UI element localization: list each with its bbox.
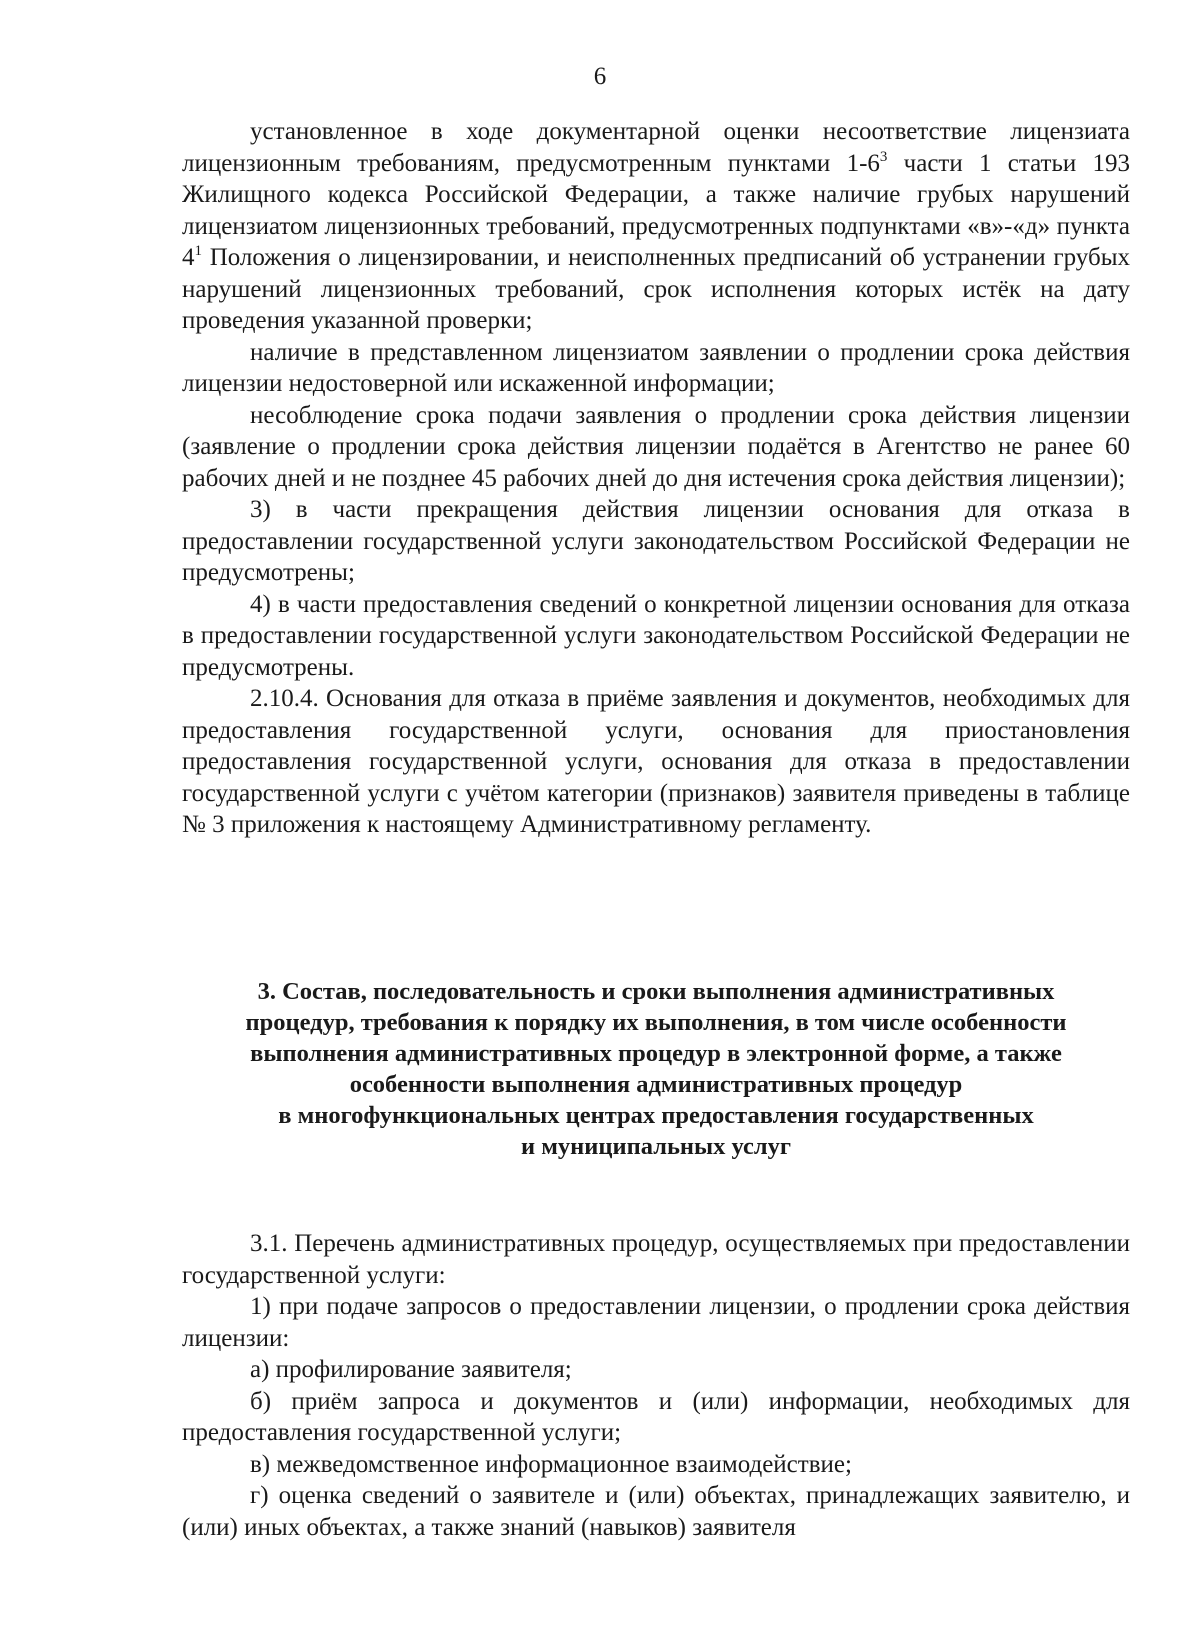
text-run: 4) в части предоставления сведений о конкретной лицензии основания для отказа в предоставлении государственной услуги законодательством Российской Федерации не предусмотрены. [182, 590, 1130, 681]
heading-line: особенности выполнения административных процедур [349, 1071, 963, 1098]
page-number: 6 [593, 63, 607, 90]
heading-line: выполнения административных процедур в электронной форме, а также [250, 1040, 1062, 1067]
superscript: 3 [879, 148, 888, 165]
text-run: установленное в ходе документарной оценки несоответствие лицензиата лицензионным требованиям, предусмотренным пунктами 1-6 [182, 118, 1130, 177]
paragraph [182, 116, 1130, 337]
text-run: г) оценка сведений о заявителе и (или) объектах, принадлежащих заявителю, и (или) иных объектах, а также знаний (навыков) заявителя [182, 1482, 1130, 1541]
text-run: 1) при подаче запросов о предоставлении лицензии, о продлении срока действия лицензии: [182, 1293, 1130, 1352]
paragraph [182, 494, 1130, 589]
heading-line: в многофункциональных центрах предоставления государственных [278, 1102, 1034, 1129]
section-heading [182, 976, 1130, 1162]
text-run: несоблюдение срока подачи заявления о продлении срока действия лицензии (заявление о продлении срока действия лицензии подаётся в Агентство не ранее 60 рабочих дней и не позднее 45 рабочих дней до дня истечения срока действия лицензии); [182, 401, 1130, 492]
text-run: в) межведомственное информационное взаимодействие; [250, 1450, 852, 1478]
paragraph [182, 1291, 1130, 1354]
paragraph [182, 589, 1130, 684]
paragraph [182, 1449, 1130, 1481]
paragraph [182, 337, 1130, 400]
body-text-block-2 [182, 1228, 1130, 1543]
text-run: 3.1. Перечень административных процедур, осуществляемых при предоставлении государственной услуги: [182, 1230, 1130, 1289]
text-run: 2.10.4. Основания для отказа в приёме заявления и документов, необходимых для предоставления государственной услуги, основания для приостановления предоставления государственной услуги, основания для отказа в предоставлении государственной услуги с учётом категории (признаков) заявителя приведены в таблице № 3 приложения к настоящему Административному регламенту. [182, 685, 1130, 838]
text-run: наличие в представленном лицензиатом заявлении о продлении срока действия лицензии недостоверной или искаженной информации; [182, 338, 1130, 397]
superscript: 1 [194, 243, 202, 259]
paragraph [182, 683, 1130, 841]
text-run: а) профилирование заявителя; [250, 1356, 572, 1383]
text-run: б) приём запроса и документов и (или) информации, необходимых для предоставления государственной услуги; [182, 1387, 1130, 1446]
heading-line: 3. Состав, последовательность и сроки выполнения административных [257, 978, 1055, 1005]
paragraph [182, 1354, 1130, 1386]
text-run: Положения о лицензировании, и неисполненных предписаний об устранении грубых нарушений лицензионных требований, срок исполнения которых истёк на дату проведения указанной проверки; [182, 244, 1130, 334]
heading-line: и муниципальных услуг [520, 1133, 792, 1160]
paragraph [182, 400, 1130, 495]
text-run: части 1 статьи 193 Жилищного кодекса Российской Федерации, а также наличие грубых нарушений лицензиатом лицензионных требований, предусмотренных подпунктами «в»-«д» пункта 4 [182, 149, 1130, 271]
paragraph [182, 1228, 1130, 1291]
heading-line: процедур, требования к порядку их выполнения, в том числе особенности [245, 1009, 1067, 1036]
paragraph [182, 1386, 1130, 1449]
body-text-block-1 [182, 116, 1130, 841]
text-run: 3) в части прекращения действия лицензии основания для отказа в предоставлении государственной услуги законодательством Российской Федерации не предусмотрены; [182, 496, 1130, 586]
paragraph [182, 1480, 1130, 1543]
